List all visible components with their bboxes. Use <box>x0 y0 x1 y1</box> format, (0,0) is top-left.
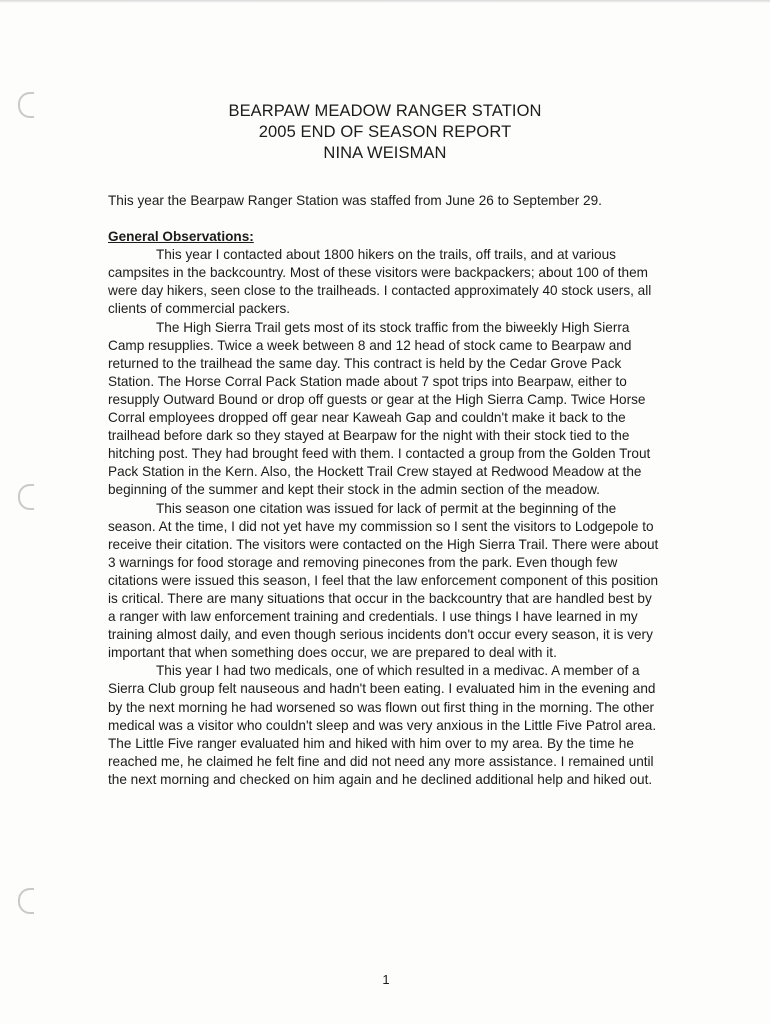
intro-paragraph: This year the Bearpaw Ranger Station was staffed from June 26 to September 29. <box>108 193 602 208</box>
scan-top-edge <box>0 0 770 3</box>
binder-hole-mark <box>18 484 34 510</box>
binder-hole-mark <box>18 888 34 914</box>
binder-hole-mark <box>18 92 34 118</box>
paragraph-medicals: This year I had two medicals, one of which resulted in a medivac. A member of a Sierra Club group felt nauseous and hadn't been eating. I evaluated him in the evening and by the next morning he had worsened so was flown out first thing in the morning. The other medical was a visitor who couldn't sleep and was very anxious in the Little Five Patrol area. The Little Five ranger evaluated him and hiked with him over to my area. By the time he reached me, he claimed he felt fine and did not need any more assistance. I remained until the next morning and checked on him again and he declined additional help and hiked out. <box>108 663 657 787</box>
paragraph-citations: This season one citation was issued for lack of permit at the beginning of the season. At the time, I did not yet have my commission so I sent the visitors to Lodgepole to receive their citation. The visitors were contacted on the High Sierra Trail. There were about 3 warnings for food storage and removing pinecones from the park. Even though few citations were issued this season, I feel that the law enforcement component of this position is critical. There are many situations that occur in the backcountry that are handled best by a ranger with law enforcement training and credentials. I use things I have learned in my training almost daily, and even though serious incidents don't occur every season, it is very important that when something does occur, we are prepared to deal with it. <box>108 500 659 661</box>
section-heading: General Observations: <box>108 229 254 245</box>
report-body <box>108 192 663 789</box>
header-station-name: BEARPAW MEADOW RANGER STATION <box>228 102 542 120</box>
header-report-title: 2005 END OF SEASON REPORT <box>258 123 512 141</box>
report-header <box>110 101 660 164</box>
paragraph-stock-traffic: The High Sierra Trail gets most of its stock traffic from the biweekly High Sierra Camp resupplies. Twice a week between 8 and 12 head of stock came to Bearpaw and returned to the trailhead the same day. This contract is held by the Cedar Grove Pack Station. The Horse Corral Pack Station made about 7 spot trips into Bearpaw, either to resupply Outward Bound or drop off guests or gear at the High Sierra Camp. Twice Horse Corral employees dropped off gear near Kaweah Gap and couldn't make it back to the trailhead before dark so they stayed at Bearpaw for the night with their stock tied to the hitching post. They had brought feed with them. I contacted a group from the Golden Trout Pack Station in the Kern. Also, the Hockett Trail Crew stayed at Redwood Meadow at the beginning of the summer and kept their stock in the admin section of the meadow. <box>108 319 651 498</box>
page-number: 1 <box>382 972 390 987</box>
paragraph-visitor-contacts: This year I contacted about 1800 hikers on the trails, off trails, and at various campsites in the backcountry. Most of these visitors were backpackers; about 100 of them were day hikers, seen close to the trailheads. I contacted approximately 40 stock users, all clients of commercial packers. <box>108 247 652 317</box>
header-author: NINA WEISMAN <box>323 144 447 162</box>
